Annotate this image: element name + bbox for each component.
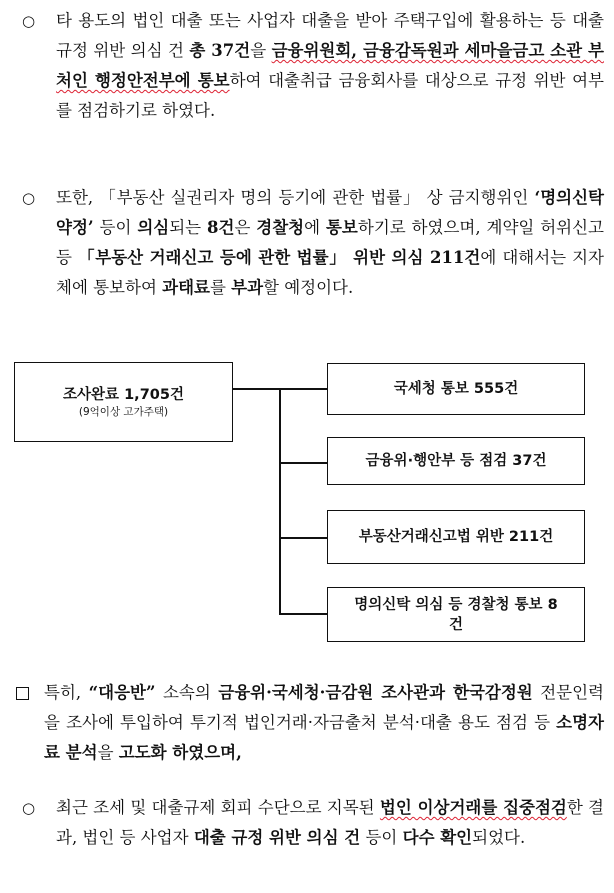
connector-line	[279, 537, 327, 539]
text-span-bold: 8건	[207, 218, 235, 237]
connector-line	[279, 613, 327, 615]
text-span: 소속의	[155, 683, 219, 702]
text-span-bold: 「부동산 거래신고 등에 관한 법률」 위반 의심 211건	[77, 248, 481, 267]
connector-line	[279, 462, 327, 464]
bullet-square	[16, 687, 29, 700]
child-label: 부동산거래신고법 위반 211건	[358, 529, 554, 545]
text-span: 한 결과, 법인 등 사업자	[56, 798, 604, 847]
root-title: 조사완료 1,705건	[63, 387, 184, 403]
text-span: 를	[209, 278, 232, 297]
paragraph-title-trust	[56, 183, 604, 303]
text-span: 을	[250, 41, 272, 60]
text-span: 은	[234, 218, 257, 237]
bullet-circle: ○	[22, 12, 36, 30]
text-span-bold: 의심	[137, 218, 170, 237]
text-span: 등이	[360, 828, 403, 847]
child-label: 명의신탁 의심 등 경찰청 통보 8건	[354, 596, 558, 633]
text-span: 또한, 「부동산 실권리자 명의 등기에 관한 법률」 상 금지행위인	[56, 188, 535, 207]
text-span: 되는	[169, 218, 208, 237]
text-span-bold: 금융위·국세청·금감원 조사관과 한국감정원	[218, 683, 533, 702]
text-span-bold: 고도화 하였으며,	[118, 743, 242, 762]
text-span: 전문인력을 조사에 투입하여 투기적 법인거래·자금출처 분석·대출 용도 점검 등	[44, 683, 604, 732]
text-span-bold: 경찰청	[256, 218, 305, 237]
text-span-bold: 법인 이상거래를 집중점검	[379, 798, 567, 817]
text-span-bold: ‘명의신탁약정’	[56, 188, 604, 237]
text-span: 할 예정이다.	[263, 278, 354, 297]
text-span-bold: 부과	[231, 278, 264, 297]
text-span: 타 용도의 법인 대출 또는 사업자 대출을 받아 주택구입에 활용하는 등 대출규정 위반 의심 건	[56, 11, 604, 60]
text-span: 하기로 하였으며, 계약일 허위신고 등	[56, 218, 604, 267]
text-span: 되었다.	[472, 828, 526, 847]
text-span: 등이	[93, 218, 138, 237]
text-span-bold: 소명자료 분석	[44, 713, 604, 762]
child-box-realestate	[327, 510, 585, 564]
child-label: 금융위·행안부 등 점검 37건	[365, 453, 547, 469]
text-span: 최근 조세 및 대출규제 회피 수단으로 지목된	[56, 798, 380, 817]
paragraph-corporate-check	[56, 793, 604, 853]
bullet-circle: ○	[22, 799, 36, 817]
connector-line	[279, 388, 281, 614]
text-span: 에 대해서는 지자체에 통보하여	[56, 248, 604, 297]
child-box-nts	[327, 363, 585, 415]
paragraph-loan-violation	[56, 6, 604, 126]
text-span: 을	[97, 743, 119, 762]
root-box	[14, 362, 233, 442]
text-span-bold: 금융위원회, 금융감독원과 세마을금고 소관 부처인 행정안전부에 통보	[56, 41, 604, 90]
bullet-circle: ○	[22, 189, 36, 207]
text-span: 특히,	[44, 683, 89, 702]
text-span-bold: 대출 규정 위반 의심 건	[193, 828, 361, 847]
child-box-police	[327, 587, 585, 642]
child-label: 국세청 통보 555건	[393, 381, 519, 397]
text-span-bold: 다수 확인	[402, 828, 473, 847]
text-span: 하여 대출취급 금융회사를 대상으로 규정 위반 여부를 점검하기로 하였다.	[56, 71, 604, 120]
text-span-bold: 총 37건	[189, 41, 251, 60]
text-span-bold: 통보	[325, 218, 358, 237]
root-subtitle: (9억이상 고가주택)	[78, 406, 169, 418]
text-span: 에	[304, 218, 326, 237]
text-span-bold: “대응반”	[88, 683, 156, 702]
child-box-fsc	[327, 437, 585, 485]
text-span-bold: 과태료	[162, 278, 210, 297]
paragraph-task-force	[44, 678, 604, 768]
